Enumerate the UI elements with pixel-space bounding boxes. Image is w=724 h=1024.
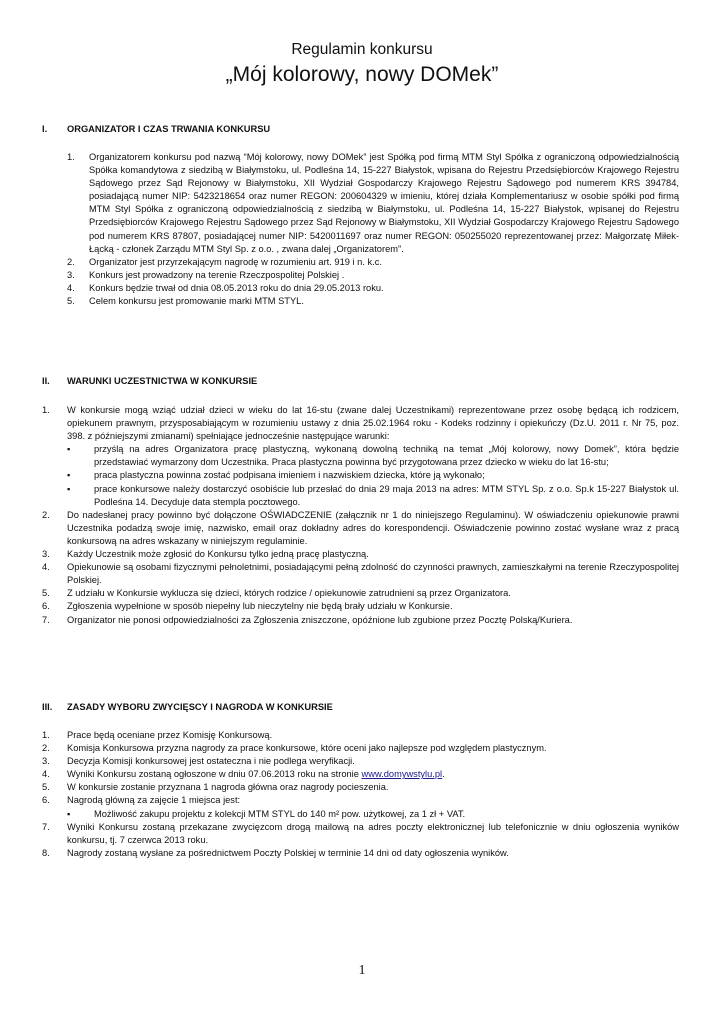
item-number: 6. bbox=[42, 795, 50, 806]
list-item bbox=[42, 847, 679, 860]
list-item bbox=[42, 600, 679, 613]
list-item bbox=[42, 742, 679, 755]
list-item bbox=[42, 587, 679, 600]
list-item bbox=[42, 561, 679, 587]
item-text-start: Wyniki Konkursu zostaną ogłoszone w dniu 07.06.2013 roku na stronie bbox=[67, 769, 359, 780]
item-number: 1. bbox=[42, 730, 50, 740]
list-item bbox=[42, 509, 679, 548]
list-item bbox=[67, 282, 679, 295]
item-text: Każdy Uczestnik może zgłosić do Konkursu tylko jedną pracę plastyczną. bbox=[67, 549, 369, 560]
item-number: 7. bbox=[42, 821, 50, 832]
list-item bbox=[42, 768, 679, 781]
item-number: 5. bbox=[42, 588, 50, 599]
item-text: Nagrody zostaną wysłane za pośrednictwem Poczty Polskiej w terminie 14 dni od daty ogłoszenia wyników. bbox=[67, 847, 509, 858]
item-number: 3. bbox=[42, 549, 50, 560]
bullet-item bbox=[67, 469, 679, 482]
item-number: 5. bbox=[42, 782, 50, 793]
section-title: ORGANIZATOR I CZAS TRWANIA KONKURSU bbox=[67, 124, 271, 134]
document-title-line1: Regulamin konkursu bbox=[291, 41, 433, 58]
list-item bbox=[67, 256, 679, 269]
item-text: W konkursie mogą wziąć udział dzieci w wieku do lat 16-stu (zwane dalej Uczestnikami) reprezentowane przez osobę będącą ich rodzicem, opiekunem prawnym, przysposabiającym w rozumieniu ustawy z dnia 25.02.1964 roku - Kodeks rodzinny i opiekuńczy (Dz.U. 2011 r. Nr 75, poz. 398. z późniejszymi zmianami) spełniające jednocześnie następujące warunki: bbox=[67, 405, 679, 442]
item-number: 7. bbox=[42, 614, 50, 625]
bullet-text: praca plastyczna powinna zostać podpisana imieniem i nazwiskiem dziecka, które ją wykonało; bbox=[94, 470, 485, 481]
document-title-line2: „Mój kolorowy, nowy DOMek” bbox=[225, 63, 499, 86]
item-text: Organizator jest przyrzekającym nagrodę w rozumieniu art. 919 i n. k.c. bbox=[89, 256, 382, 267]
item-number: 8. bbox=[42, 847, 50, 858]
item-text: Komisja Konkursowa przyzna nagrody za prace konkursowe, które oceni jako najlepsze pod względem plastycznym. bbox=[67, 743, 547, 754]
item-text: Do nadesłanej pracy powinno być dołączone OŚWIADCZENIE (załącznik nr 1 do niniejszego Regulaminu). W oświadczeniu opiekunowie prawni Uczestnika podadzą swoje imię, nazwisko, email oraz dokładny adres do korespondencji. Oświadczenie powinno zostać wysłane wraz z pracą konkursową na adres wskazany w niniejszym regulaminie. bbox=[67, 509, 679, 546]
item-number: 4. bbox=[42, 769, 50, 780]
item-number: 6. bbox=[42, 601, 50, 612]
item-text: Opiekunowie są osobami fizycznymi pełnoletnimi, posiadającymi pełną zdolność do czynności prawnych, zamieszkałymi na terenie Rzeczypospolitej Polskiej. bbox=[67, 562, 679, 586]
item-number: 2. bbox=[42, 743, 50, 754]
section-1-list bbox=[67, 151, 679, 308]
page-number: 1 bbox=[358, 963, 366, 978]
list-item bbox=[67, 269, 679, 282]
item-text: Celem konkursu jest promowanie marki MTM STYL. bbox=[89, 296, 304, 307]
bullet-item bbox=[67, 808, 679, 821]
item-text: Zgłoszenia wypełnione w sposób niepełny lub nieczytelny nie będą brały udziału w Konkursie. bbox=[67, 601, 453, 612]
bullet-icon: ▪ bbox=[67, 444, 71, 455]
item-text: Organizatorem konkursu pod nazwą “Mój kolorowy, nowy DOMek” jest Spółką pod firmą MTM Styl Spółka z ograniczoną odpowiedzialnością Spółka komandytowa z siedzibą w Białymstoku, ul. Podleśna 14, 15-227 Białystok, wpisana do Rejestru Przedsiębiorców Krajowego Rejestru Sądowego przez Sąd Rejonowy w Białymstoku, XII Wydział Gospodarczy Krajowego Rejestru Sądowego pod numerem KRS 394784, posiadającą numer NIP: 5423218654 oraz numer REGON: 200604329 w imieniu, której działa Komplementariusz w osobie spółki pod firmą MTM Styl Spółka z ograniczoną odpowiedzialnością z siedzibą w Białymstoku, ul. Podleśna 14, 15-227 Białystok, wpisanej do Rejestru Przedsiębiorców Krajowego Rejestru Sądowego przez Sąd Rejonowy w Białymstoku, XII Wydział Gospodarczy Krajowego Rejestru Sądowego pod numerem KRS 87807, posiadającej numer NIP: 5420011697 oraz numer REGON: 050255020 reprezentowanej przez: Małgorzatę Miłek-Łącką - członek Zarządu MTM Styl Sp. z o.o. , zwana dalej „Organizatorem”. bbox=[89, 152, 679, 254]
list-item bbox=[42, 755, 679, 768]
item-number: 3. bbox=[67, 269, 75, 280]
bullet-icon: ▪ bbox=[67, 483, 71, 494]
item-text: Z udziału w Konkursie wyklucza się dzieci, których rodzice / opiekunowie zatrudnieni są przez Organizatora. bbox=[67, 588, 511, 599]
bullet-item bbox=[67, 443, 679, 469]
item-number: 5. bbox=[67, 296, 75, 307]
item-text: Konkurs jest prowadzony na terenie Rzeczpospolitej Polskiej . bbox=[89, 269, 345, 280]
list-item bbox=[42, 821, 679, 847]
section-number: III. bbox=[42, 702, 53, 712]
item-text: Nagrodą główną za zajęcie 1 miejsca jest: bbox=[67, 795, 241, 806]
item-text: Wyniki Konkursu zostaną przekazane zwycięzcom drogą mailową na adres poczty elektronicznej lub telefonicznie w dniu ogłoszenia wyników konkursu, tj. 7 czerwca 2013 roku. bbox=[67, 821, 679, 845]
item-number: 1. bbox=[42, 405, 50, 415]
section-2-list bbox=[42, 404, 679, 627]
item-number: 1. bbox=[67, 152, 75, 162]
section-3-list bbox=[42, 729, 679, 860]
item-number: 2. bbox=[42, 509, 50, 520]
list-item bbox=[67, 295, 679, 308]
list-item bbox=[42, 794, 679, 807]
item-number: 2. bbox=[67, 256, 75, 267]
list-item bbox=[42, 781, 679, 794]
item-text: Organizator nie ponosi odpowiedzialności za Zgłoszenia zniszczone, opóźnione lub zgubione przez Pocztę Polską/Kuriera. bbox=[67, 614, 573, 625]
item-text bbox=[67, 768, 679, 781]
item-text: Prace będą oceniane przez Komisję Konkursową. bbox=[67, 730, 273, 740]
section-number: II. bbox=[42, 376, 50, 386]
list-item bbox=[67, 151, 679, 256]
section-title: ZASADY WYBORU ZWYCIĘSCY I NAGRODA W KONKURSIE bbox=[67, 702, 333, 712]
list-item bbox=[42, 404, 679, 443]
list-item bbox=[42, 548, 679, 561]
bullet-icon: ▪ bbox=[67, 470, 71, 481]
bullet-item bbox=[67, 483, 679, 509]
item-text: Decyzja Komisji konkursowej jest ostateczna i nie podlega weryfikacji. bbox=[67, 756, 355, 767]
list-item bbox=[42, 614, 679, 627]
bullet-text: Możliwość zakupu projektu z kolekcji MTM STYL do 140 m² pow. użytkowej, za 1 zł + VAT. bbox=[94, 808, 466, 819]
item-text: W konkursie zostanie przyznana 1 nagroda główna oraz nagrody pocieszenia. bbox=[67, 782, 389, 793]
section-number: I. bbox=[42, 124, 48, 134]
section-title: WARUNKI UCZESTNICTWA W KONKURSIE bbox=[67, 376, 258, 386]
website-link[interactable]: www.domywstylu.pl bbox=[361, 769, 443, 780]
item-number: 4. bbox=[67, 282, 75, 293]
bullet-text: prace konkursowe należy dostarczyć osobiście lub przesłać do dnia 29 maja 2013 na adres: MTM STYL Sp. z o.o. Sp.k 15-227 Białystok ul. Podleśna 14. Decyduje data stempla pocztowego. bbox=[94, 483, 679, 507]
list-item bbox=[42, 729, 679, 742]
item-text-end: . bbox=[442, 769, 445, 780]
item-number: 3. bbox=[42, 756, 50, 767]
bullet-icon: ▪ bbox=[67, 808, 71, 819]
item-number: 4. bbox=[42, 562, 50, 573]
bullet-text: przyślą na adres Organizatora pracę plastyczną, wykonaną dowolną techniką na temat „Mój kolorowy, nowy Domek”, która będzie przedstawiać wymarzony dom Uczestnika. Praca plastyczna powinna być przygotowana przez dziecko w wieku do lat 16-stu; bbox=[94, 444, 679, 468]
item-text: Konkurs będzie trwał od dnia 08.05.2013 roku do dnia 29.05.2013 roku. bbox=[89, 282, 384, 293]
